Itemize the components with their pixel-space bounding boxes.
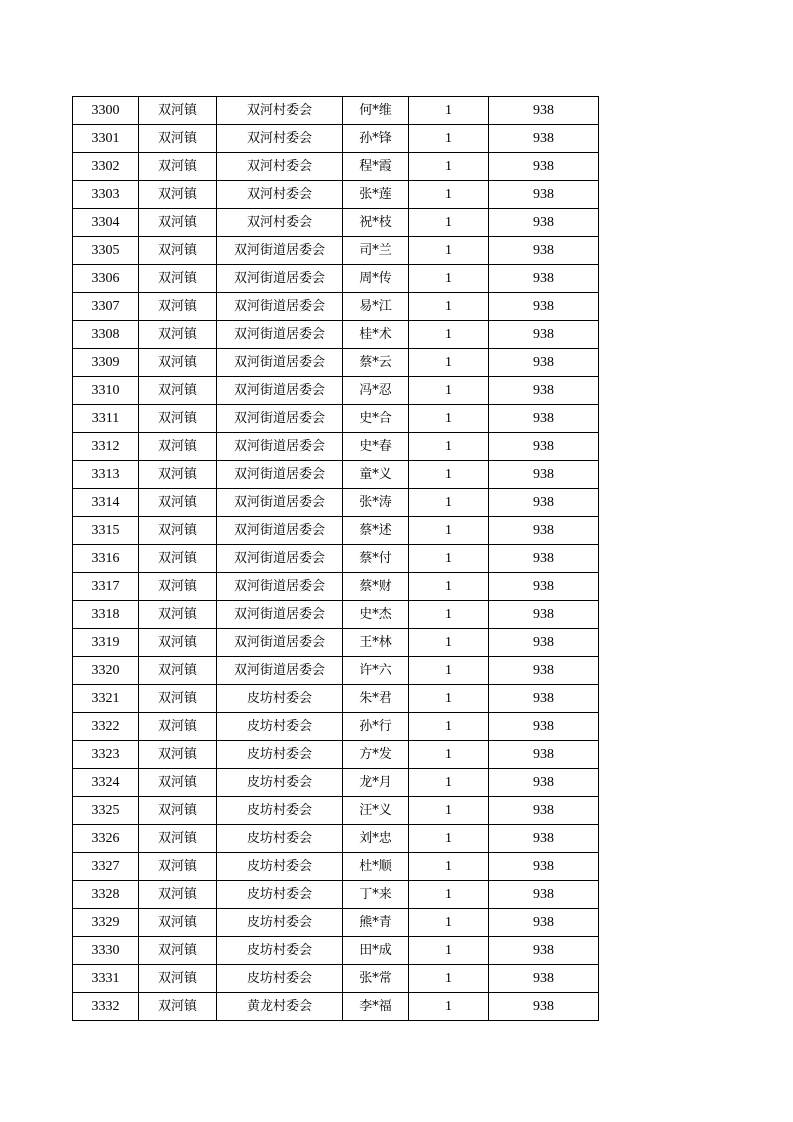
cell-amount: 938 <box>489 489 599 517</box>
cell-committee: 双河村委会 <box>217 97 343 125</box>
cell-town: 双河镇 <box>139 377 217 405</box>
cell-amount: 938 <box>489 97 599 125</box>
table-row <box>73 153 599 181</box>
table-row <box>73 545 599 573</box>
cell-person-name: 冯*忍 <box>343 377 409 405</box>
cell-person-name: 蔡*付 <box>343 545 409 573</box>
cell-town: 双河镇 <box>139 237 217 265</box>
cell-person-name: 史*合 <box>343 405 409 433</box>
table-row <box>73 349 599 377</box>
cell-committee: 皮坊村委会 <box>217 713 343 741</box>
cell-serial-number: 3324 <box>73 769 139 797</box>
cell-amount: 938 <box>489 517 599 545</box>
cell-town: 双河镇 <box>139 181 217 209</box>
cell-person-name: 张*莲 <box>343 181 409 209</box>
cell-amount: 938 <box>489 993 599 1021</box>
cell-person-name: 何*维 <box>343 97 409 125</box>
cell-town: 双河镇 <box>139 349 217 377</box>
table-row <box>73 125 599 153</box>
table-row <box>73 405 599 433</box>
cell-committee: 黄龙村委会 <box>217 993 343 1021</box>
cell-committee: 双河街道居委会 <box>217 349 343 377</box>
cell-serial-number: 3318 <box>73 601 139 629</box>
cell-amount: 938 <box>489 937 599 965</box>
cell-serial-number: 3325 <box>73 797 139 825</box>
cell-town: 双河镇 <box>139 769 217 797</box>
cell-committee: 双河街道居委会 <box>217 657 343 685</box>
cell-committee: 皮坊村委会 <box>217 909 343 937</box>
cell-person-name: 程*霞 <box>343 153 409 181</box>
cell-town: 双河镇 <box>139 153 217 181</box>
cell-committee: 双河村委会 <box>217 125 343 153</box>
cell-committee: 双河街道居委会 <box>217 517 343 545</box>
cell-count: 1 <box>409 797 489 825</box>
cell-amount: 938 <box>489 965 599 993</box>
cell-count: 1 <box>409 461 489 489</box>
cell-town: 双河镇 <box>139 433 217 461</box>
cell-serial-number: 3306 <box>73 265 139 293</box>
roster-table <box>72 96 599 1021</box>
table-row <box>73 377 599 405</box>
cell-count: 1 <box>409 377 489 405</box>
cell-town: 双河镇 <box>139 573 217 601</box>
cell-town: 双河镇 <box>139 489 217 517</box>
cell-amount: 938 <box>489 657 599 685</box>
cell-town: 双河镇 <box>139 993 217 1021</box>
cell-committee: 双河街道居委会 <box>217 237 343 265</box>
table-row <box>73 265 599 293</box>
cell-town: 双河镇 <box>139 825 217 853</box>
cell-count: 1 <box>409 489 489 517</box>
table-row <box>73 601 599 629</box>
cell-person-name: 史*杰 <box>343 601 409 629</box>
cell-town: 双河镇 <box>139 685 217 713</box>
cell-amount: 938 <box>489 433 599 461</box>
cell-count: 1 <box>409 153 489 181</box>
cell-committee: 皮坊村委会 <box>217 825 343 853</box>
cell-committee: 皮坊村委会 <box>217 965 343 993</box>
cell-count: 1 <box>409 657 489 685</box>
cell-committee: 双河街道居委会 <box>217 405 343 433</box>
cell-serial-number: 3309 <box>73 349 139 377</box>
cell-count: 1 <box>409 573 489 601</box>
cell-person-name: 蔡*财 <box>343 573 409 601</box>
cell-serial-number: 3316 <box>73 545 139 573</box>
table-row <box>73 293 599 321</box>
cell-count: 1 <box>409 629 489 657</box>
cell-amount: 938 <box>489 629 599 657</box>
table-row <box>73 489 599 517</box>
cell-person-name: 朱*君 <box>343 685 409 713</box>
cell-committee: 双河街道居委会 <box>217 461 343 489</box>
cell-person-name: 周*传 <box>343 265 409 293</box>
cell-town: 双河镇 <box>139 97 217 125</box>
cell-count: 1 <box>409 321 489 349</box>
cell-committee: 双河村委会 <box>217 181 343 209</box>
cell-count: 1 <box>409 545 489 573</box>
table-row <box>73 937 599 965</box>
cell-person-name: 龙*月 <box>343 769 409 797</box>
cell-person-name: 童*义 <box>343 461 409 489</box>
cell-person-name: 杜*顺 <box>343 853 409 881</box>
table-row <box>73 825 599 853</box>
cell-amount: 938 <box>489 461 599 489</box>
cell-committee: 双河街道居委会 <box>217 265 343 293</box>
cell-count: 1 <box>409 909 489 937</box>
table-row <box>73 461 599 489</box>
cell-amount: 938 <box>489 125 599 153</box>
cell-committee: 双河街道居委会 <box>217 545 343 573</box>
cell-town: 双河镇 <box>139 909 217 937</box>
cell-amount: 938 <box>489 377 599 405</box>
cell-amount: 938 <box>489 293 599 321</box>
cell-count: 1 <box>409 825 489 853</box>
cell-amount: 938 <box>489 237 599 265</box>
cell-count: 1 <box>409 181 489 209</box>
cell-town: 双河镇 <box>139 797 217 825</box>
cell-committee: 皮坊村委会 <box>217 797 343 825</box>
cell-committee: 皮坊村委会 <box>217 741 343 769</box>
cell-serial-number: 3308 <box>73 321 139 349</box>
table-row <box>73 853 599 881</box>
cell-town: 双河镇 <box>139 853 217 881</box>
table-row <box>73 629 599 657</box>
cell-committee: 双河村委会 <box>217 209 343 237</box>
cell-committee: 皮坊村委会 <box>217 937 343 965</box>
cell-count: 1 <box>409 993 489 1021</box>
cell-person-name: 李*福 <box>343 993 409 1021</box>
cell-serial-number: 3305 <box>73 237 139 265</box>
table-row <box>73 713 599 741</box>
table-row <box>73 181 599 209</box>
cell-count: 1 <box>409 853 489 881</box>
table-row <box>73 769 599 797</box>
cell-count: 1 <box>409 517 489 545</box>
cell-amount: 938 <box>489 573 599 601</box>
table-row <box>73 797 599 825</box>
cell-town: 双河镇 <box>139 657 217 685</box>
cell-amount: 938 <box>489 601 599 629</box>
cell-person-name: 张*涛 <box>343 489 409 517</box>
cell-count: 1 <box>409 965 489 993</box>
cell-person-name: 司*兰 <box>343 237 409 265</box>
cell-town: 双河镇 <box>139 517 217 545</box>
cell-town: 双河镇 <box>139 461 217 489</box>
cell-count: 1 <box>409 265 489 293</box>
cell-count: 1 <box>409 769 489 797</box>
cell-serial-number: 3321 <box>73 685 139 713</box>
cell-town: 双河镇 <box>139 209 217 237</box>
cell-committee: 双河街道居委会 <box>217 601 343 629</box>
cell-committee: 双河街道居委会 <box>217 489 343 517</box>
cell-town: 双河镇 <box>139 293 217 321</box>
cell-count: 1 <box>409 685 489 713</box>
cell-town: 双河镇 <box>139 629 217 657</box>
cell-amount: 938 <box>489 825 599 853</box>
cell-town: 双河镇 <box>139 265 217 293</box>
cell-committee: 双河街道居委会 <box>217 293 343 321</box>
cell-person-name: 蔡*述 <box>343 517 409 545</box>
table-row <box>73 657 599 685</box>
cell-count: 1 <box>409 97 489 125</box>
cell-count: 1 <box>409 937 489 965</box>
cell-person-name: 刘*忠 <box>343 825 409 853</box>
cell-count: 1 <box>409 293 489 321</box>
cell-serial-number: 3307 <box>73 293 139 321</box>
cell-amount: 938 <box>489 321 599 349</box>
table-row <box>73 573 599 601</box>
table-row <box>73 741 599 769</box>
cell-amount: 938 <box>489 545 599 573</box>
cell-serial-number: 3326 <box>73 825 139 853</box>
cell-town: 双河镇 <box>139 125 217 153</box>
cell-amount: 938 <box>489 209 599 237</box>
cell-count: 1 <box>409 601 489 629</box>
cell-amount: 938 <box>489 685 599 713</box>
cell-person-name: 蔡*云 <box>343 349 409 377</box>
cell-serial-number: 3312 <box>73 433 139 461</box>
cell-committee: 双河街道居委会 <box>217 629 343 657</box>
table-row <box>73 909 599 937</box>
cell-town: 双河镇 <box>139 321 217 349</box>
cell-town: 双河镇 <box>139 545 217 573</box>
cell-serial-number: 3304 <box>73 209 139 237</box>
cell-amount: 938 <box>489 349 599 377</box>
cell-serial-number: 3317 <box>73 573 139 601</box>
cell-serial-number: 3332 <box>73 993 139 1021</box>
cell-amount: 938 <box>489 713 599 741</box>
cell-person-name: 祝*枝 <box>343 209 409 237</box>
cell-serial-number: 3311 <box>73 405 139 433</box>
cell-serial-number: 3319 <box>73 629 139 657</box>
cell-serial-number: 3320 <box>73 657 139 685</box>
cell-committee: 双河街道居委会 <box>217 433 343 461</box>
cell-serial-number: 3327 <box>73 853 139 881</box>
cell-count: 1 <box>409 209 489 237</box>
cell-serial-number: 3302 <box>73 153 139 181</box>
cell-serial-number: 3310 <box>73 377 139 405</box>
cell-amount: 938 <box>489 881 599 909</box>
table-row <box>73 209 599 237</box>
cell-serial-number: 3313 <box>73 461 139 489</box>
cell-serial-number: 3328 <box>73 881 139 909</box>
cell-committee: 皮坊村委会 <box>217 769 343 797</box>
cell-committee: 皮坊村委会 <box>217 685 343 713</box>
cell-town: 双河镇 <box>139 713 217 741</box>
cell-amount: 938 <box>489 153 599 181</box>
cell-serial-number: 3300 <box>73 97 139 125</box>
cell-committee: 皮坊村委会 <box>217 881 343 909</box>
cell-serial-number: 3315 <box>73 517 139 545</box>
cell-committee: 双河街道居委会 <box>217 377 343 405</box>
cell-person-name: 张*常 <box>343 965 409 993</box>
cell-town: 双河镇 <box>139 965 217 993</box>
cell-amount: 938 <box>489 181 599 209</box>
cell-serial-number: 3301 <box>73 125 139 153</box>
cell-serial-number: 3329 <box>73 909 139 937</box>
table-row <box>73 965 599 993</box>
cell-person-name: 孙*锋 <box>343 125 409 153</box>
cell-count: 1 <box>409 433 489 461</box>
cell-committee: 双河街道居委会 <box>217 573 343 601</box>
cell-count: 1 <box>409 349 489 377</box>
cell-serial-number: 3322 <box>73 713 139 741</box>
cell-person-name: 孙*行 <box>343 713 409 741</box>
cell-count: 1 <box>409 237 489 265</box>
cell-amount: 938 <box>489 853 599 881</box>
cell-town: 双河镇 <box>139 937 217 965</box>
table-row <box>73 881 599 909</box>
cell-town: 双河镇 <box>139 601 217 629</box>
table-row <box>73 321 599 349</box>
cell-town: 双河镇 <box>139 881 217 909</box>
cell-count: 1 <box>409 713 489 741</box>
table-row <box>73 685 599 713</box>
table-row <box>73 517 599 545</box>
roster-table-body <box>73 97 599 1021</box>
cell-person-name: 丁*来 <box>343 881 409 909</box>
cell-amount: 938 <box>489 405 599 433</box>
cell-person-name: 田*成 <box>343 937 409 965</box>
cell-count: 1 <box>409 125 489 153</box>
cell-amount: 938 <box>489 265 599 293</box>
cell-serial-number: 3331 <box>73 965 139 993</box>
cell-amount: 938 <box>489 909 599 937</box>
cell-person-name: 史*春 <box>343 433 409 461</box>
cell-count: 1 <box>409 405 489 433</box>
cell-committee: 双河街道居委会 <box>217 321 343 349</box>
cell-person-name: 桂*术 <box>343 321 409 349</box>
cell-count: 1 <box>409 881 489 909</box>
cell-serial-number: 3330 <box>73 937 139 965</box>
cell-person-name: 易*江 <box>343 293 409 321</box>
cell-amount: 938 <box>489 797 599 825</box>
cell-town: 双河镇 <box>139 741 217 769</box>
cell-serial-number: 3314 <box>73 489 139 517</box>
cell-town: 双河镇 <box>139 405 217 433</box>
cell-amount: 938 <box>489 741 599 769</box>
table-row <box>73 433 599 461</box>
cell-serial-number: 3323 <box>73 741 139 769</box>
cell-committee: 皮坊村委会 <box>217 853 343 881</box>
cell-serial-number: 3303 <box>73 181 139 209</box>
table-row <box>73 97 599 125</box>
cell-person-name: 熊*青 <box>343 909 409 937</box>
cell-person-name: 许*六 <box>343 657 409 685</box>
table-row <box>73 993 599 1021</box>
cell-person-name: 汪*义 <box>343 797 409 825</box>
cell-amount: 938 <box>489 769 599 797</box>
table-row <box>73 237 599 265</box>
cell-committee: 双河村委会 <box>217 153 343 181</box>
cell-person-name: 王*林 <box>343 629 409 657</box>
cell-count: 1 <box>409 741 489 769</box>
cell-person-name: 方*发 <box>343 741 409 769</box>
